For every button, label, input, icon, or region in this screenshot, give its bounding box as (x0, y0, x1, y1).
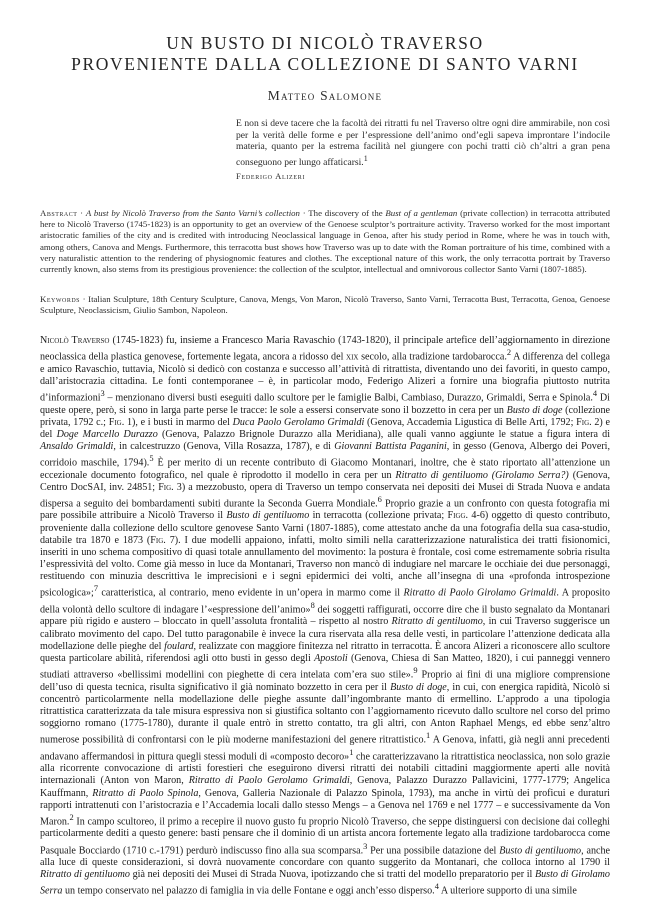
text-run: Busto di Girolamo Serra (40, 869, 610, 897)
text-run: secolo, alla tradizione tardobarocca. (358, 351, 507, 363)
text-run: A differenza del collega e amico Ravaschio, tuttavia, Nicolò si dedicò con costanza e successo all’attività di ritrattista, diventando uno dei favoriti, in questo campo, dall’aristocrazia cittadina. Le fonti contemporanee – è, in particolar modo, Federigo Alizeri a fornire una biografia piuttosto nutrita d’informazioni (40, 351, 610, 404)
article-title (40, 33, 610, 75)
figure-ref: Fig. (150, 534, 166, 546)
title-line-1: UN BUSTO DI NICOLÒ TRAVERSO (166, 33, 484, 53)
footnote-ref[interactable]: 4 (434, 882, 439, 892)
footnote-ref[interactable]: 2 (69, 812, 74, 822)
text-run: Duca Paolo Gerolamo Grimaldi (232, 416, 365, 428)
text-run: 3) a mezzobusto, opera di Traverso un tempo conservata nei depositi dei Musei di Strada Nuova e andata dispersa a seguito dei bombardamenti subiti durante la Seconda Guerra Mondiale. (40, 481, 610, 510)
keywords-label: Keywords (40, 294, 81, 304)
text-run: Doge Marcello Durazzo (56, 428, 158, 440)
epigraph-quote (236, 118, 610, 169)
footnote-ref[interactable]: 5 (149, 454, 154, 464)
text-run: (Genova, Palazzo Brignole Durazzo alla Meridiana), alle quali vanno aggiunte le statue a figura intera di (157, 428, 611, 440)
abstract-text: · The discovery of the (299, 208, 386, 218)
article-page (40, 0, 611, 897)
footnote-ref[interactable]: 1 (349, 747, 354, 757)
footnote-ref[interactable]: 1 (426, 731, 431, 741)
text-run: Proprio grazie a un confronto con questa fotografia mi pare possibile attribuire a Nicolò Traverso il (40, 498, 610, 522)
footnote-ref[interactable]: 3 (363, 841, 368, 851)
text-run: (Genova, Centro DocSAI, inv. 24851; (40, 469, 610, 493)
figure-ref: Fig. (108, 416, 125, 428)
footnote-ref[interactable]: 3 (100, 388, 105, 398)
text-run: , in cui, con energica rapidità, Nicolò si concentrò particolarmente nella modellazione delle pieghe assunte dall’ingombrante manto di ermellino. L’approdo a una tipologia ritrattistica caratterizzata da tale misura espressiva non si giustifica soltanto con l’aggiornamento ricevuto dallo scultore nel corso del primo soggiorno romano (1775-1780), durante il quale entrò in stretto contatto, tra gli altri, con Anton Raphael Mengs, ed ebbe senz’altro numerose possibilità di confrontarsi con le più moderne manifestazioni del genere ritrattistico. (40, 681, 610, 746)
text-run: , in calcestruzzo (Genova, Villa Rosazza, 1787), e di (113, 440, 335, 452)
figure-ref: Fig. (576, 416, 592, 428)
text-run: A Genova, infatti, già negli anni precedenti andavano affermandosi in pittura quegli stessi moduli di «composto decoro» (40, 734, 610, 763)
text-run: , anche alla luce di queste considerazioni, si dovrà nuovamente concordare con quanto suggerito da Montanari, che colloca intorno al 1790 il (40, 844, 610, 869)
text-run: In campo scultoreo, il primo a recepire il nuovo gusto fu proprio Nicolò Traverso, che seppe distinguersi con decisione dai colleghi particolarmente dediti a questo genere: basti pensare che il dominio di un artista ancora fortemente legato alla tradizione tardobarocca come Pasquale Bocciardo (1710 c.-1791) perdurò indiscusso fino alla sua scomparsa. (40, 816, 610, 856)
abstract-title: A bust by Nicolò Traverso from the Santo Varni’s collection (85, 208, 300, 218)
text-run: , in gesso (Genova, Albergo dei Poveri, corridoio maschile, 1794). (40, 440, 611, 469)
epigraph-source: Federigo Alizeri (236, 170, 306, 181)
text-run: un tempo conservato nel palazzo di famiglia in via delle Fontane e oggi anch’esso disperso. (62, 885, 435, 897)
text-run: in terracotta (collezione privata; (309, 510, 448, 522)
text-run: Ritratto di Paolo Gerolamo Grimaldi (188, 775, 350, 787)
text-run: , in cui Traverso suggerisce un calibrato movimento del capo. Del tutto paragonabile è invece la cura riservata alla resa delle vesti, in particolare l’attenzione dedicata alla modellazione delle pieghe del (40, 616, 610, 652)
author-name: Matteo Salomone (267, 88, 383, 103)
text-run: già nei depositi dei Musei di Strada Nuova, ipotizzando che si tratti del modello preparatorio per il (129, 869, 535, 881)
text-run: foulard (164, 640, 194, 652)
epigraph-text: E non si deve tacere che la facoltà dei ritratti fu nel Traverso oltre ogni dire ammirabile, non così per la verità delle forme e per l’espressione dell’animo ond’egli sapeva improntare l’indocile materia, quanto per la estrema facilità nel giungere con pochi tratti ciò ch’altri a gran pena conseguono per lungo affaticarsi. (236, 118, 610, 168)
footnote-ref[interactable]: 6 (377, 494, 382, 504)
text-run: Proprio ai fini di una migliore comprensione dell’uso di questa tecnica, risulta significativo il già nominato bozzetto in cera per il (40, 669, 610, 693)
abstract-sep: · (77, 208, 86, 218)
lead-name: Nicolò Traverso (40, 335, 110, 346)
text-run: 2) e del (40, 416, 610, 440)
abstract-label: Abstract (40, 208, 78, 218)
text-run: Giovanni Battista Paganini (334, 440, 447, 452)
text-run: È per merito di un recente contributo di Giacomo Montanari, inoltre, che è stato riportato all’attenzione un eccezionale documento fotografico, nel quale è riprodotto il modello in cera per un (40, 457, 610, 481)
text-run: A ulteriore supporto di una simile (438, 885, 577, 897)
text-run: (collezione privata, 1792 c.; (40, 404, 610, 428)
text-run: Ritratto di Paolo Girolamo Grimaldi (403, 587, 557, 599)
text-run: Busto di gentiluomo (226, 510, 310, 522)
text-run: . A proposito della volontà dello scultore di indagare l’«espressione dell’animo» (40, 587, 611, 616)
text-run: 1), e i busti in marmo del (124, 416, 233, 428)
text-run: , Genova, Galleria Nazionale di Palazzo Spinola, 1793), ma anche in virtù dei proficui e duraturi rapporti intrattenuti con l’aristocrazia e l’Accademia locali dallo stesso Mengs – a Genova nel 1769 e nel 1777 – e successivamente da Von Maron. (40, 787, 610, 828)
footnote-ref[interactable]: 1 (363, 153, 368, 163)
text-run: dei soggetti raffigurati, occorre dire che il busto segnalato da Montanari appare più rigido e austero – bloccato in quell’assoluta frontalità – rispetto al nostro (40, 604, 610, 628)
text-run: Ritratto di gentiluomo (391, 616, 483, 628)
text-run: (Genova, Chiesa di San Matteo, 1820), i cui panneggi vennero studiati attraverso «bellissimi modellini con pieghette di cera intelata com’era suo stile». (40, 652, 610, 681)
text-run: caratteristica, al contrario, meno evidente in un’opera in marmo come il (98, 587, 404, 599)
text-run: Busto di doge (390, 681, 447, 693)
text-run: Ritratto di Paolo Spinola (92, 787, 199, 799)
text-run: Ansaldo Grimaldi (40, 440, 114, 452)
body-text (40, 335, 610, 898)
text-run: Apostoli (314, 652, 348, 664)
text-run: che caratterizzavano la ritrattistica neoclassica, non solo grazie alla ricorrente convocazione di artisti forestieri che eseguirono diversi ritratti dei notabili cittadini maggiormente aperti alle novità internazionali (Anton von Maron, (40, 751, 610, 787)
text-run: xix (346, 351, 359, 363)
figure-ref: Figg. (447, 510, 469, 522)
footnote-ref[interactable]: 7 (93, 584, 99, 594)
text-run: Di queste opere, però, si sono in larga parte perse le tracce: le sole a essersi conservate sono il bozzetto in cera per un (40, 392, 610, 416)
text-run: 4-6) oggetto di questo contributo, proveniente dalla collezione dello scultore genovese Santo Varni (1807-1885), come attestato anche da una fotografia della sua casa-studio, databile tra 1870 e 1873 ( (40, 510, 610, 546)
text-run: (1745-1823) fu, insieme a Francesco Maria Ravaschio (1743-1820), il principale artefice dell’aggiornamento in direzione neoclassica della plastica genovese, fortemente legata, ancora a ridosso del (40, 335, 610, 363)
text-run: Busto di doge (506, 404, 563, 416)
text-run: , realizzate con maggiore finitezza nel ritratto in terracotta. È ancora Alizeri a riconoscere allo scultore questa particolare abilità, riferendosi agli otto busti in gesso degli (40, 640, 610, 664)
text-run: Per una possibile datazione del (367, 844, 500, 856)
abstract (40, 208, 610, 275)
text-run: Ritratto di gentiluomo (Girolamo Serra?) (395, 469, 569, 481)
keywords (40, 294, 610, 316)
text-run: Busto di gentiluomo (499, 844, 582, 856)
text-run: – menzionano diversi busti eseguiti dallo scultore per le famiglie Balbi, Cambiaso, Durazzo, Grimaldi, Serra e Spinola. (104, 392, 593, 404)
title-line-2: PROVENIENTE DALLA COLLEZIONE DI SANTO VARNI (71, 54, 579, 74)
footnote-ref[interactable]: 4 (592, 388, 598, 398)
text-run: , Genova, Palazzo Durazzo Pallavicini, 1777-1779; Angelica Kauffmann, (40, 775, 610, 799)
text-run: (Genova, Accademia Ligustica di Belle Arti, 1792; (364, 416, 577, 428)
abstract-bust-title: Bust of a gentleman (385, 208, 458, 218)
footnote-ref[interactable]: 9 (413, 666, 418, 676)
text-run: Ritratto di gentiluomo (40, 869, 130, 881)
abstract-text: (private collection) in terracotta attributed here to Nicolò Traverso (1745-1823) is an opportunity to get an overview of the Genoese sculptor’s portraiture activity. Traverso worked for the most important aristocratic families of the city and is credited with introducing Neoclassical language in Genoa, after his study period in Rome, where he was in touch with, among others, Canova and Mengs. Furthermore, this terracotta bust shows how Traverso was up to date with the Roman portraiture of his time, combined with a very naturalistic attention to the rendering of physiognomic features and clothes. The exceptional nature of this work, the only terracotta portrait by Traverso currently known, also stems from its prestigious provenience: the collection of the sculptor, intellectual and omnivorous collector Santo Varni (1807-1885). (40, 208, 611, 275)
text-run: 7). I due modelli appaiono, infatti, molto simili nella caratterizzazione naturalistica dei tratti fisionomici, inseriti in uno schema compositivo di quasi totale annullamento del movimento: la postura è frontale, così come estremamente sobria risulta l’espressività del volto. Come già messo in luce da Montanari, Traverso non mancò di indugiare nel marcare le occhiaie dei due personaggi, restituendo con minuzia descrittiva le imprecisioni e i segni epidermici dei volti, anche all’insegna di una «profonda introspezione psicologica»; (40, 534, 610, 599)
footnote-ref[interactable]: 2 (506, 348, 512, 358)
figure-ref: Fig. (158, 481, 174, 493)
epigraph (236, 118, 610, 182)
keywords-text: · Italian Sculpture, 18th Century Sculpture, Canova, Mengs, Von Maron, Nicolò Traverso, Santo Varni, Terracotta Bust, Terracotta, Genoa, Genoese Sculpture, Neoclassicism, Giulio Sambon, Napoleon. (40, 294, 610, 316)
footnote-ref[interactable]: 8 (310, 600, 315, 610)
